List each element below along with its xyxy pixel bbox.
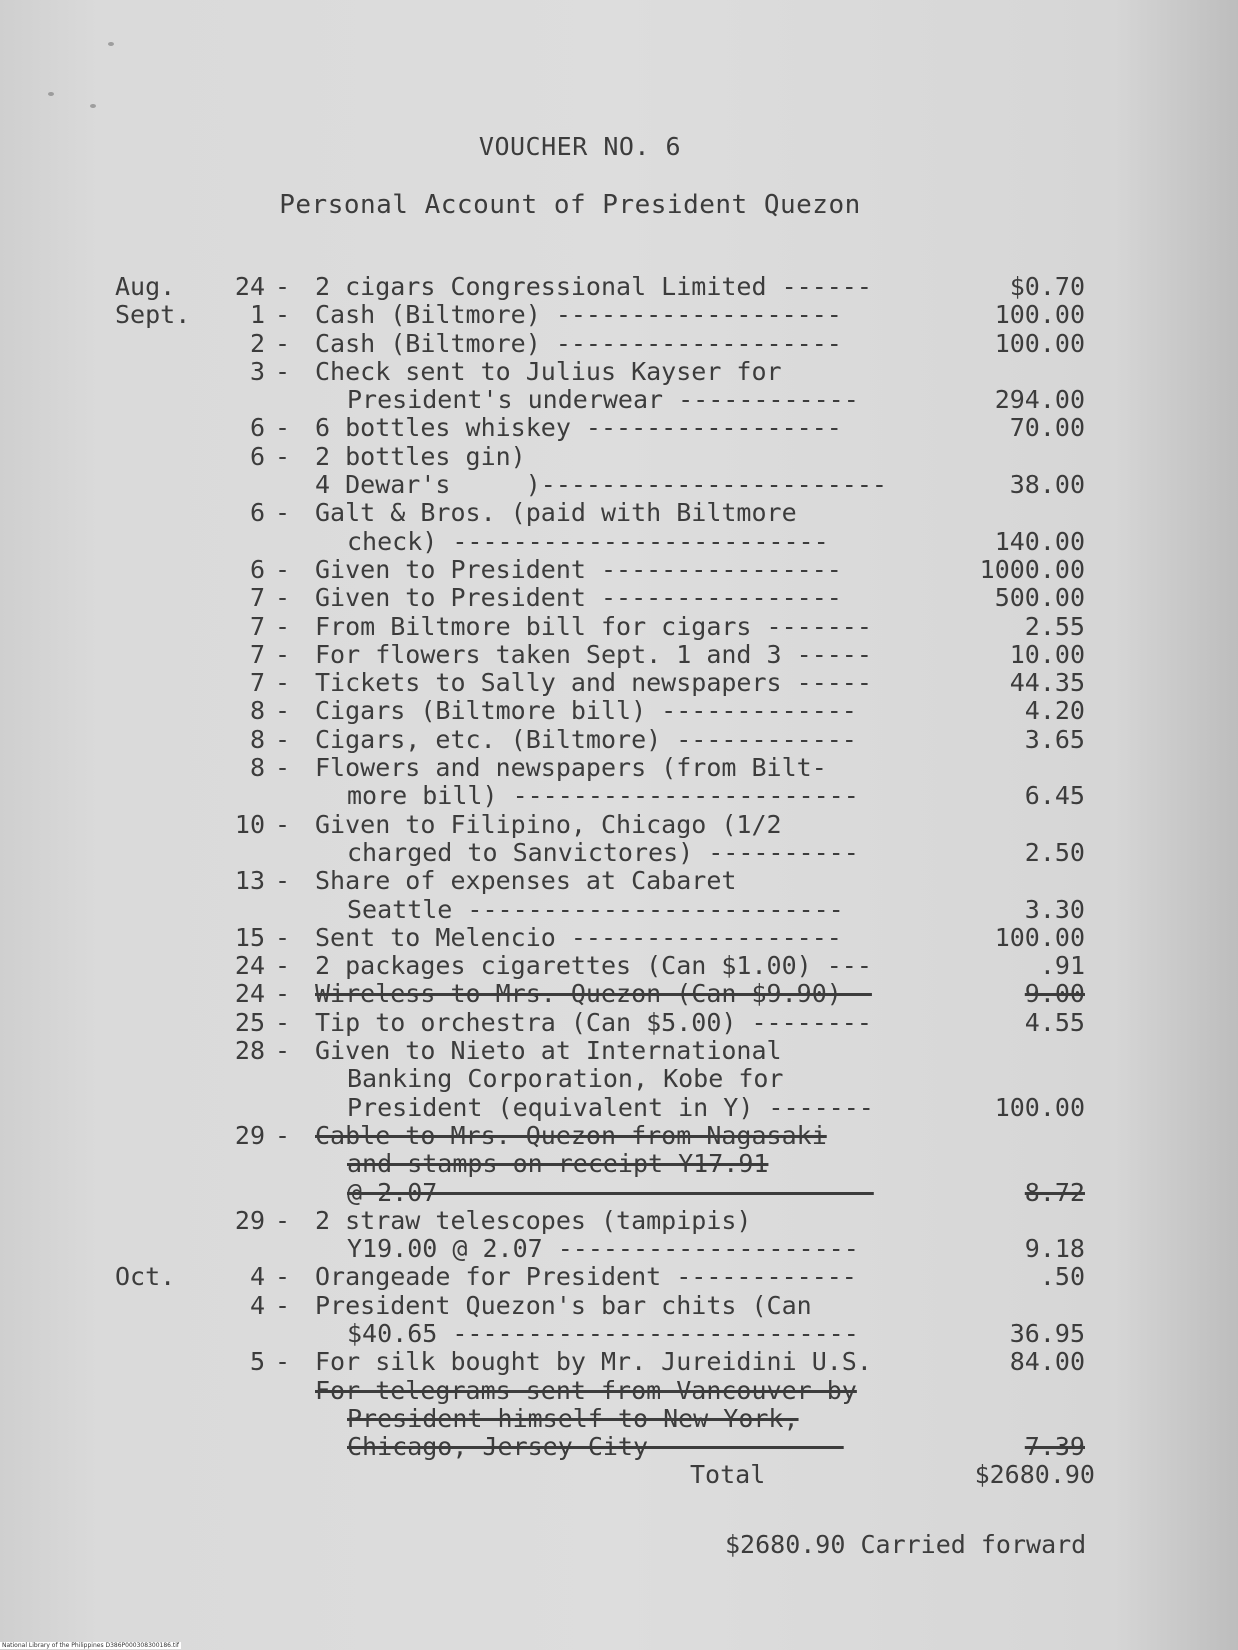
ledger-row <box>115 556 1115 584</box>
ledger-row <box>115 641 1115 669</box>
ledger-row <box>115 1094 1115 1122</box>
row-amount: 4.20 <box>1024 696 1085 726</box>
ledger-row <box>115 330 1115 358</box>
row-description: Banking Corporation, Kobe for <box>347 1064 784 1094</box>
row-description: Orangeade for President ------------ <box>315 1262 857 1292</box>
row-dash: - <box>275 668 291 698</box>
row-day: 29 <box>234 1120 265 1150</box>
row-description: 4 Dewar's )----------------------- <box>315 470 887 500</box>
row-day: 29 <box>234 1205 265 1235</box>
row-dash: - <box>275 611 291 641</box>
ledger-row <box>115 499 1115 527</box>
ledger-row <box>115 471 1115 499</box>
row-description: Galt & Bros. (paid with Biltmore <box>315 498 797 528</box>
row-month: Oct. <box>115 1262 176 1292</box>
row-dash: - <box>275 753 291 783</box>
row-day: 6 <box>249 441 265 471</box>
row-dash: - <box>275 1036 291 1066</box>
total-row <box>115 1461 1115 1489</box>
row-day: 4 <box>249 1262 265 1292</box>
ledger-row <box>115 1037 1115 1065</box>
row-description: For flowers taken Sept. 1 and 3 ----- <box>315 639 872 669</box>
row-description: President's underwear ------------ <box>347 385 859 415</box>
ledger-row <box>115 1207 1115 1235</box>
row-amount: 4.55 <box>1024 1007 1085 1037</box>
row-day: 8 <box>249 696 265 726</box>
ledger-row <box>115 1433 1115 1461</box>
ledger-row <box>115 301 1115 329</box>
ledger-row <box>115 754 1115 782</box>
ledger-row <box>115 924 1115 952</box>
row-description: Cable to Mrs. Quezon from Nagasaki <box>315 1120 827 1150</box>
row-description: Given to Nieto at International <box>315 1036 782 1066</box>
row-dash: - <box>275 809 291 839</box>
row-description: charged to Sanvictores) ---------- <box>347 837 859 867</box>
ledger-row <box>115 980 1115 1008</box>
ink-smudge <box>90 104 96 108</box>
row-day: 24 <box>234 951 265 981</box>
row-description: Check sent to Julius Kayser for <box>315 356 782 386</box>
ledger-row <box>115 1292 1115 1320</box>
ledger-row <box>115 896 1115 924</box>
row-description: Given to President ---------------- <box>315 554 842 584</box>
total-amount: $2680.90 <box>974 1460 1095 1490</box>
row-description: Tip to orchestra (Can $5.00) -------- <box>315 1007 872 1037</box>
row-amount: 9.00 <box>1024 979 1085 1009</box>
row-dash: - <box>275 979 291 1009</box>
row-dash: - <box>275 413 291 443</box>
ledger-row <box>115 414 1115 442</box>
ledger-row <box>115 1348 1115 1376</box>
row-day: 13 <box>234 866 265 896</box>
row-dash: - <box>275 498 291 528</box>
ledger-row <box>115 358 1115 386</box>
row-day: 6 <box>249 498 265 528</box>
ledger-row <box>115 811 1115 839</box>
row-day: 2 <box>249 328 265 358</box>
row-day: 28 <box>234 1036 265 1066</box>
row-dash: - <box>275 441 291 471</box>
row-day: 7 <box>249 668 265 698</box>
ledger-row <box>115 1065 1115 1093</box>
ledger-row <box>115 613 1115 641</box>
row-description: President himself to New York, <box>347 1403 799 1433</box>
row-amount: $0.70 <box>1009 272 1085 301</box>
row-amount: 3.65 <box>1024 724 1085 754</box>
ledger-row <box>115 386 1115 414</box>
ledger-row <box>115 1320 1115 1348</box>
row-amount: 1000.00 <box>979 554 1085 584</box>
row-amount: 38.00 <box>1009 470 1085 500</box>
row-description: President Quezon's bar chits (Can <box>315 1290 812 1320</box>
row-dash: - <box>275 951 291 981</box>
row-description: Wireless to Mrs. Quezon (Can $9.90) - <box>315 979 872 1009</box>
row-day: 6 <box>249 413 265 443</box>
ledger-row <box>115 273 1115 301</box>
row-dash: - <box>275 696 291 726</box>
carried-forward: $2680.90 Carried forward <box>725 1530 1087 1559</box>
row-amount: 44.35 <box>1009 668 1085 698</box>
row-amount: 84.00 <box>1009 1347 1085 1377</box>
row-description: President (equivalent in Y) ------- <box>347 1092 874 1122</box>
row-day: 7 <box>249 611 265 641</box>
row-day: 3 <box>249 356 265 386</box>
ledger-row <box>115 443 1115 471</box>
row-amount: 10.00 <box>1009 639 1085 669</box>
ledger-row <box>115 669 1115 697</box>
row-description: For telegrams sent from Vancouver by <box>315 1375 857 1405</box>
row-day: 24 <box>234 979 265 1009</box>
row-amount: .50 <box>1039 1262 1085 1292</box>
row-description: $40.65 --------------------------- <box>347 1318 859 1348</box>
row-dash: - <box>275 866 291 896</box>
row-description: 2 cigars Congressional Limited ------ <box>315 272 872 301</box>
row-dash: - <box>275 554 291 584</box>
row-description: 2 bottles gin) <box>315 441 526 471</box>
row-amount: 3.30 <box>1024 894 1085 924</box>
voucher-title: VOUCHER NO. 6 <box>478 132 682 161</box>
row-amount: 6.45 <box>1024 781 1085 811</box>
row-description: Given to Filipino, Chicago (1/2 <box>315 809 782 839</box>
row-day: 24 <box>234 272 265 301</box>
ledger-row <box>115 1009 1115 1037</box>
row-dash: - <box>275 328 291 358</box>
ledger-row <box>115 1263 1115 1291</box>
ledger-row <box>115 1377 1115 1405</box>
row-dash: - <box>275 356 291 386</box>
ledger-row <box>115 1179 1115 1207</box>
ledger-row <box>115 782 1115 810</box>
row-day: 25 <box>234 1007 265 1037</box>
row-description: 6 bottles whiskey ----------------- <box>315 413 842 443</box>
row-dash: - <box>275 300 291 330</box>
row-amount: 100.00 <box>994 300 1085 330</box>
row-month: Sept. <box>115 300 191 330</box>
row-description: Chicago, Jersey City ------------ <box>347 1432 844 1462</box>
row-amount: 100.00 <box>994 1092 1085 1122</box>
total-label: Total <box>690 1460 766 1490</box>
row-day: 15 <box>234 922 265 952</box>
row-dash: - <box>275 1120 291 1150</box>
row-dash: - <box>275 639 291 669</box>
row-month: Aug. <box>115 272 176 301</box>
archive-caption: National Library of the Philippines D386P000308300186.tif <box>2 1642 180 1649</box>
row-description: Sent to Melencio ------------------ <box>315 922 842 952</box>
row-description: Tickets to Sally and newspapers ----- <box>315 668 872 698</box>
voucher-subtitle: Personal Account of President Quezon <box>279 190 861 220</box>
row-dash: - <box>275 272 291 301</box>
row-dash: - <box>275 1262 291 1292</box>
row-amount: 36.95 <box>1009 1318 1085 1348</box>
row-day: 7 <box>249 583 265 613</box>
row-dash: - <box>275 1290 291 1320</box>
ledger-row <box>115 697 1115 725</box>
row-amount: 2.55 <box>1024 611 1085 641</box>
row-description: 2 packages cigarettes (Can $1.00) --- <box>315 951 872 981</box>
row-amount: 9.18 <box>1024 1234 1085 1264</box>
ledger-row <box>115 1235 1115 1263</box>
row-description: For silk bought by Mr. Jureidini U.S. <box>315 1347 872 1377</box>
row-day: 8 <box>249 724 265 754</box>
row-dash: - <box>275 1347 291 1377</box>
ledger-row <box>115 1122 1115 1150</box>
row-description: Cigars (Biltmore bill) ------------- <box>315 696 857 726</box>
row-day: 8 <box>249 753 265 783</box>
row-dash: - <box>275 1007 291 1037</box>
row-day: 5 <box>249 1347 265 1377</box>
ink-smudge <box>48 92 54 96</box>
row-description: check) ------------------------- <box>347 526 829 556</box>
row-day: 1 <box>249 300 265 330</box>
row-amount: 7.39 <box>1024 1432 1085 1462</box>
row-description: Y19.00 @ 2.07 -------------------- <box>347 1234 859 1264</box>
ledger-row <box>115 528 1115 556</box>
row-description: @ 2.07 ---------------------------- <box>347 1177 874 1207</box>
row-description: more bill) ----------------------- <box>347 781 859 811</box>
row-day: 4 <box>249 1290 265 1320</box>
row-description: Seattle ------------------------- <box>347 894 844 924</box>
row-amount: 294.00 <box>994 385 1085 415</box>
row-day: 7 <box>249 639 265 669</box>
row-amount: 2.50 <box>1024 837 1085 867</box>
row-description: Cash (Biltmore) ------------------- <box>315 328 842 358</box>
row-description: Given to President ---------------- <box>315 583 842 613</box>
ink-smudge <box>108 42 114 46</box>
row-description: 2 straw telescopes (tampipis) <box>315 1205 752 1235</box>
row-description: Cash (Biltmore) ------------------- <box>315 300 842 330</box>
row-description: and stamps on receipt Y17.91 <box>347 1149 769 1179</box>
row-description: Flowers and newspapers (from Bilt- <box>315 753 827 783</box>
row-day: 6 <box>249 554 265 584</box>
row-description: Share of expenses at Cabaret <box>315 866 737 896</box>
row-dash: - <box>275 922 291 952</box>
row-amount: 70.00 <box>1009 413 1085 443</box>
row-amount: 8.72 <box>1024 1177 1085 1207</box>
row-dash: - <box>275 1205 291 1235</box>
row-amount: 140.00 <box>994 526 1085 556</box>
ledger-row <box>115 1150 1115 1178</box>
row-dash: - <box>275 583 291 613</box>
row-day: 10 <box>234 809 265 839</box>
row-description: From Biltmore bill for cigars ------- <box>315 611 872 641</box>
ledger-row <box>115 726 1115 754</box>
row-amount: .91 <box>1039 951 1085 981</box>
row-amount: 500.00 <box>994 583 1085 613</box>
row-amount: 100.00 <box>994 922 1085 952</box>
ledger-list <box>115 273 1115 1490</box>
row-description: Cigars, etc. (Biltmore) ------------ <box>315 724 857 754</box>
ledger-row <box>115 867 1115 895</box>
ledger-row <box>115 952 1115 980</box>
row-dash: - <box>275 724 291 754</box>
ledger-row <box>115 584 1115 612</box>
ledger-row <box>115 839 1115 867</box>
row-amount: 100.00 <box>994 328 1085 358</box>
ledger-row <box>115 1405 1115 1433</box>
